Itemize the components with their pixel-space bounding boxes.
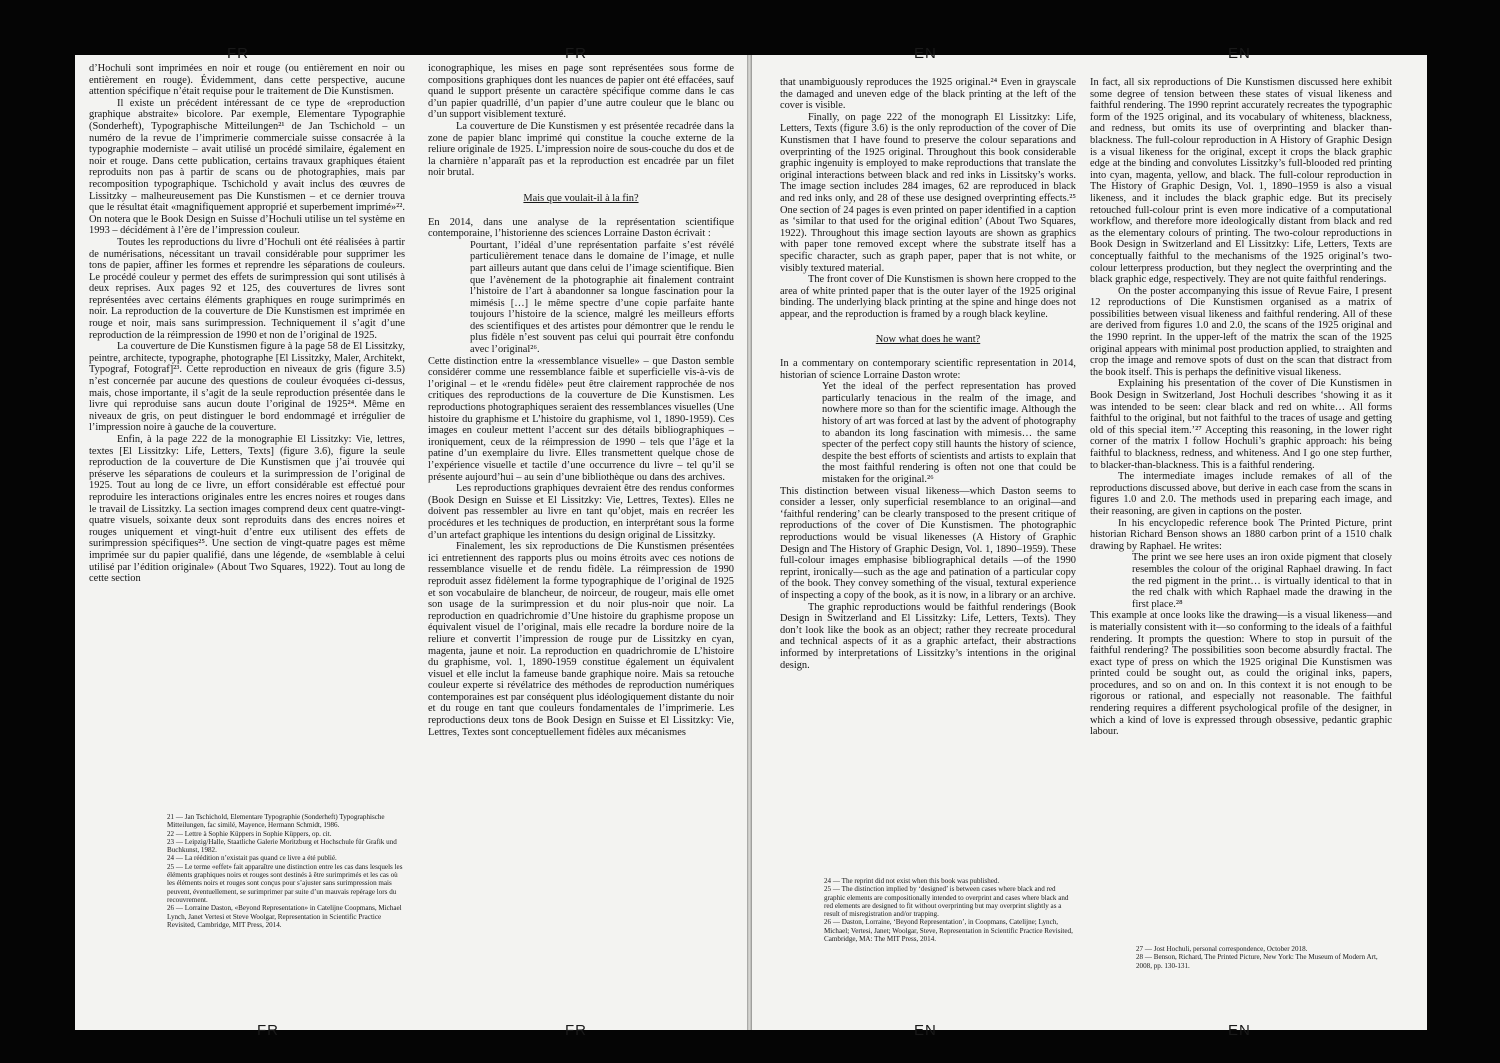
running-head-right-inner: EN <box>914 45 937 62</box>
paragraph: This example at once looks like the drawing—is a visual likeness—and is materially consistent with it—so conforming to the ideals of a faithful rendering. It prompts the question: Where to stop in pursuit of the faithful rendering? The possibilities soon become absurdly fractal. The exact type of press on which the 1925 original Die Kunstismen was printed could be sought out, as could the original inks, papers, procedures, and so on and on. In this context it is not enough to be rigorous or rational, and especially not reasonable. The faithful rendering requires a different psychological profile of the designer, in which a kind of love is expressed through obsessive, pedantic graphic labour. <box>1090 610 1392 738</box>
left-column-2 <box>428 63 734 738</box>
footnote: 25 — Le terme «effet» fait apparaître une distinction entre les cas dans lesquels les éléments graphiques noirs et rouges sont destinés à être surimprimés et les cas où les éléments noirs et rouges sont conçus pour s’ajuster sans surimpression mais peuvent, éventuellement, se surimprimer par suite d’un mauvais repérage lors du recouvrement. <box>167 862 403 904</box>
running-head-left-inner: FR <box>565 45 587 62</box>
block-quote: Yet the ideal of the perfect representation has proved particularly tenacious in the realm of the image, and nowhere more so than for the scientific image. Although the history of art was forced at last by the advent of photography to abandon its long fascination with mimesis… the same specter of the perfect copy still haunts the history of science, despite the best efforts of scientists and artists to explain that the most faithful rendering is often not one that could be mistaken for the original.²⁶ <box>822 381 1076 485</box>
paragraph: This distinction between visual likeness—which Daston seems to consider a lesser, only superficial resemblance to an original—and ‘faithful rendering’ can be clearly transposed to the present critique of reproductions of the cover of Die Kunstismen. The photographic reproductions would be visual likenesses (A History of Graphic Design and The History of Graphic Design, Vol. 1, 1890–1959). These full-colour images emphasise bibliographical details —of the 1990 reprint, ironically—such as the age and patination of a particular copy of the book. They convey something of the visual, textural experience of inspecting a copy of the book, as it is now, in a library or an archive. <box>780 485 1076 601</box>
block-quote: The print we see here uses an iron oxide pigment that closely resembles the colour of the original Raphael drawing. In fact the red pigment in the print… is virtually identical to that in the red chalk with which Raphael made the drawing in the first place.²⁸ <box>1132 552 1392 610</box>
left-column-1 <box>89 63 405 585</box>
left-page <box>75 45 747 1039</box>
paragraph: La couverture de Die Kunstismen y est présentée recadrée dans la zone de papier blanc imprimé qui constitue la couche externe de la reliure originale de 1925. L’impression noire de sous-couche du dos et de la charnière n’apparaît pas et la reproduction est encadrée par un filet noir brutal. <box>428 120 734 179</box>
paragraph: Il existe un précédent intéressant de ce type de «reproduction graphique abstraite» bicolore. Par exemple, Elementare Typographie (Sonderheft), Typographische Mitteilungen²¹ de Jan Tschichold – un numéro de la revue de l’imprimerie commerciale suisse consacrée à la typographie moderniste – avait utilisé un procédé similaire, également en noir et rouge. Dans cette publication, certains travaux graphiques étaient reproduits non pas à partir de scans ou de photographies, mais par recomposition typographique. Tschichold y avait inclus des œuvres de Lissitzky – malheureusement pas Die Kunstismen – et ce dernier trouva que le résultat était «magnifiquement approprié et superbement imprimé»²². On notera que le Book Design en Suisse d’Hochuli utilise un tel système en 1993 – décidément à l’ère de l’impression couleur. <box>89 97 405 237</box>
running-foot-right-outer: EN <box>1228 1022 1251 1039</box>
footnote: 24 — The reprint did not exist when this book was published. <box>824 877 1000 885</box>
running-foot-left-inner: FR <box>565 1022 587 1039</box>
block-quote: Pourtant, l’idéal d’une représentation parfaite s’est révélé particulièrement tenace dans le domaine de l’image, et nulle part ailleurs autant que dans celui de l’image scientifique. Bien que l’avènement de la photographie ait finalement contraint l’histoire de l’art à abandonner sa longue fascination pour la mimésis […] le même spectre d’une copie parfaite hante toujours l’histoire de la science, malgré les meilleurs efforts des scientifiques et des artistes pour démontrer que le rendu le plus fidèle n’est souvent pas celui qui pourrait être confondu avec l’original²⁶. <box>470 239 734 356</box>
right-footnotes-2 <box>1136 945 1392 970</box>
section-heading: Mais que voulait-il à la fin? <box>523 192 639 204</box>
paragraph: In fact, all six reproductions of Die Kunstismen discussed here exhibit some degree of tension between these states of visual likeness and faithful rendering. The 1990 reprint accurately recreates the typographic form of the 1925 original, and its vocabulary of whiteness, blackness, and redness, but omits its use of overprinting and blacker than-blackness. The full-colour reproduction in A History of Graphic Design is a visual likeness for the original, except it crops the black graphic edge at the binding and convolutes Lissitzky’s full-blooded red printing into cyan, magenta, yellow, and black. The full-colour reproduction in The History of Graphic Design, Vol. 1, 1890–1959 is also a visual likeness, and it includes the black graphic edge. But its precisely retouched full-colour print is even more indicative of a computational workflow, and therefore more ideologically distant from black and red as the elementary colours of printing. The two-colour reproductions in Book Design in Switzerland and El Lissitzky: Life, Letters, Texts are conceptually faithful to the mechanisms of the 1925 original’s two-colour letterpress production, but they neglect the overprinting and the black graphic edge, respectively. They are not quite faithful renderings. <box>1090 77 1392 286</box>
footnote: 24 — La réédition n’existait pas quand ce livre a été publié. <box>167 854 337 863</box>
right-column-2 <box>1090 77 1392 738</box>
footnote: 26 — Daston, Lorraine, ‘Beyond Representation’, in Coopmans, Catelijne; Lynch, Michael; Vertesi, Janet; Woolgar, Steve, Representation in Scientific Practice Revisited, Cambridge, MA: The MIT Press, 2014. <box>824 918 1073 944</box>
running-head-right-outer: EN <box>1228 45 1251 62</box>
running-foot-left-outer: FR <box>257 1022 279 1039</box>
footnote: 23 — Leipzig/Halle, Staatliche Galerie Moritzburg et Hochschule für Grafik und Buchkunst, 1982. <box>167 837 397 855</box>
paragraph: Cette distinction entre la «ressemblance visuelle» – que Daston semble considérer comme une ressemblance faible et superficielle vis-à-vis de l’original – et le «rendu fidèle» peut être clairement rapprochée de nos critiques des reproductions de la couverture de Die Kunstismen. Les reproductions photographiques seraient des ressemblances visuelles (Une histoire du graphisme et L’histoire du graphisme, vol 1, 1890-1959). Ces images en couleur mettent l’accent sur des détails bibliographiques – ironiquement, ceux de la réimpression de 1990 – tels que l’âge et la patine d’un exemplaire du livre. Elles transmettent quelque chose de l’expérience visuelle et tactile d’une occurrence du livre – tel qu’il se présente aujourd’hui – au sein d’une bibliothèque ou dans des archives. <box>428 355 734 483</box>
footnote: 26 — Lorraine Daston, «Beyond Representation» in Catelijne Coopmans, Michael Lynch, Janet Vertesi et Steve Woolgar, Representation in Scientific Practice Revisited, Cambridge, MIT Press, 2014. <box>167 904 402 929</box>
running-foot-right-inner: EN <box>914 1022 937 1039</box>
paragraph: The front cover of Die Kunstismen is shown here cropped to the area of white printed paper that is the outer layer of the 1925 original binding. The underlying black printing at the spine and hinge does not appear, and the reproduction is framed by a rough black keyline. <box>780 274 1076 320</box>
paragraph: The graphic reproductions would be faithful renderings (Book Design in Switzerland and El Lissitzky: Life, Letters, Texts). They don’t look like the book as an object; rather they recreate procedural and technical aspects of it as a graphic artefact, their abstractions informed by interpretations of Lissitzky’s intentions in the original design. <box>780 601 1076 671</box>
paragraph: iconographique, les mises en page sont représentées sous forme de compositions graphiques dont les nuances de papier ont été effacées, sauf quand le support présente un caractère spécifique comme dans le cas d’un papier quadrillé, d’un papier d’une autre couleur que le blanc ou d’un support visiblement texturé. <box>428 63 734 121</box>
paragraph: On the poster accompanying this issue of Revue Faire, I present 12 reproductions of Die Kunstismen organised as a matrix of possibilities between visual likeness and faithful rendering. All of these are derived from figures 1.0 and 2.0, the scans of the 1925 original and the 1990 reprint. In the upper-left of the matrix the scan of the 1925 original appears with minimal post production applied, to straighten and crop the image and remove spots of dust on the scan that distract from the book itself. This is perhaps the definitive visual likeness. <box>1090 285 1392 378</box>
paragraph: En 2014, dans une analyse de la représentation scientifique contemporaine, l’historienne des sciences Lorraine Daston écrivait : <box>428 216 734 240</box>
paragraph: Finalement, les six reproductions de Die Kunstismen présentées ici entretiennent des rapports plus ou moins étroits avec ces notions de ressemblance visuelle et de rendu fidèle. La réimpression de 1990 reproduit assez fidèlement la forme typographique de l’original de 1925 et son vocabulaire de blancheur, de noirceur, de rougeur, mais elle omet son usage de la surimpression et du noir plus-noir que noir. La reproduction en quadrichromie d’Une histoire du graphisme propose un équivalent visuel de l’original, mais elle recadre la bordure noire de la reliure et convertit l’impression de rouge pur de Lissitzky en cyan, magenta, jaune et noir. La reproduction en quadrichromie de L’histoire du graphisme, vol. 1, 1890-1959 constitue également un équivalent visuel et elle inclut la fameuse bande graphique noire. Mais sa retouche couleur experte si révélatrice des méthodes de reproduction numériques contemporaines est par conséquent plus idéologiquement distante du noir et du rouge en tant que couleurs fondamentales de l’imprimerie. Les reproductions deux tons de Book Design en Suisse et El Lissitzky: Vie, Lettres, Textes sont conceptuellement fidèles aux mécanismes <box>428 541 734 738</box>
section-heading: Now what does he want? <box>875 334 981 346</box>
paragraph: In a commentary on contemporary scientific representation in 2014, historian of science Lorraine Daston wrote: <box>780 358 1076 381</box>
paragraph: The intermediate images include remakes of all of the reproductions discussed above, but derive in each case from the scans in figures 1.0 and 2.0. The methods used in preparing each image, and their reasoning, are given in captions on the poster. <box>1090 471 1392 517</box>
footnote: 25 — The distinction implied by ‘designed’ is between cases where black and red graphic elements are compositionally intended to overprint and cases where black and red elements are designed to fit without overprinting but may overprint slightly as a result of misregistration and/or trapping. <box>824 885 1069 919</box>
footnote: 27 — Jost Hochuli, personal correspondence, October 2018. <box>1136 945 1308 953</box>
right-footnotes-1 <box>824 877 1076 943</box>
running-head-left-outer: FR <box>227 45 249 62</box>
paragraph: Enfin, à la page 222 de la monographie El Lissitzky: Vie, lettres, textes [El Lissitzky: Life, Letters, Texts] (figure 3.6), figure la seule reproduction de la couverture de Die Kunstismen que j’ai trouvée qui préserve les séparations de couleurs et la surimpression de l’original de 1925. Tout au long de ce livre, un effort considérable est effectué pour reproduire les interactions originales entre les encres noires et rouges dans le travail de Lissitzky. La section images comprend deux cent quatre-vingt-quatre visuels, soixante deux sont reproduits dans des encres noires et rouges uniquement et vingt-huit d’entre eux utilisent des effets de surimpression spécifiques²⁵. Une section de vingt-quatre pages est même imprimée sur du papier qualifié, dans une légende, de «semblable à celui utilisé par l’édition originale» (About Two Squares, 1922). Tout au long de cette section <box>89 434 405 585</box>
left-footnotes <box>167 813 405 929</box>
right-page <box>752 45 1427 1039</box>
paragraph: Explaining his presentation of the cover of Die Kunstismen in Book Design in Switzerland, Jost Hochuli describes ‘showing it as it was intended to be seen: clear black and red on white… All forms faithful to the original, but not faithful to the traces of usage and getting old of this special item.’²⁷ Accepting this reasoning, in the lower right corner of the matrix I follow Hochuli’s graphic approach: his being faithful to blackness, redness, and whiteness. And I go one step further, to blacker-than-blackness. This is a faithful rendering. <box>1090 378 1392 471</box>
footnote: 22 — Lettre à Sophie Küppers in Sophie Küppers, op. cit. <box>167 829 332 838</box>
paragraph: La couverture de Die Kunstismen figure à la page 58 de El Lissitzky, peintre, architecte, typographe, photographe [El Lissitzky, Maler, Architekt, Typograf, Fotograf]²³. Cette reproduction en niveaux de gris (figure 3.5) n’est concernée par aucune des questions de couleur évoquées ci-dessus, mais, chose importante, il s’agit de la seule reproduction présentée dans le livre qui reproduise sans aucun doute l’original de 1925²⁴. Même en niveaux de gris, on peut distinguer le bord endommagé et irrégulier de l’impression noire à gauche de la couverture. <box>89 341 405 434</box>
footnote: 21 — Jan Tschichold, Elementare Typographie (Sonderheft) Typographische Mitteilungen, fac similé, Mayence, Hermann Schmidt, 1986. <box>167 813 385 830</box>
paragraph: Finally, on page 222 of the monograph El Lissitzky: Life, Letters, Texts (figure 3.6) is the only reproduction of the cover of Die Kunstismen that I have found to preserve the colour separations and overprinting of the 1925 original. Throughout this book considerable graphic ingenuity is employed to make reproductions that translate the original interactions between black and red inks in Lissitsky’s works. The image section includes 284 images, 62 are reproduced in black and red inks only, and 28 of these use designed overprinting effects.²⁵ One section of 24 pages is even printed on paper identified in a caption as ‘similar to that used for the original edition’ (About Two Squares, 1922). Throughout this image section layouts are shown as graphics with paper tone removed except where the substrate itself has a specific character, such as graph paper, paper that is not white, or visibly textured material. <box>780 111 1076 274</box>
footnote: 28 — Benson, Richard, The Printed Picture, New York: The Museum of Modern Art, 2008, pp. 130-131. <box>1136 953 1378 970</box>
paragraph: Toutes les reproductions du livre d’Hochuli ont été réalisées à partir de numérisations, nécessitant un travail considérable pour supprimer les tons de papier, affiner les formes et reprendre les séparations de couleurs. Le procédé couleur y permet des effets de surimpression qui sont utilisés à deux reprises. Aux pages 92 et 125, des couvertures de livres sont représentées avec certains éléments graphiques en rouge surimprimés en noir. La reproduction de la couverture de Die Kunstismen est imprimée en rouge et noir, mais sans surimpression. Techniquement il s’agit d’une reproduction de la réimpression de 1990 et non de l’original de 1925. <box>89 236 405 341</box>
right-column-1 <box>780 77 1076 671</box>
paragraph: In his encyclopedic reference book The Printed Picture, print historian Richard Benson shows an 1880 carbon print of a 1510 chalk drawing by Raphael. He writes: <box>1090 517 1392 552</box>
paragraph: that unambiguously reproduces the 1925 original.²⁴ Even in grayscale the damaged and uneven edge of the black printing at the left of the cover is visible. <box>780 77 1076 112</box>
paragraph: Les reproductions graphiques devraient être des rendus conformes (Book Design en Suisse et El Lissitzky: Vie, Lettres, Textes). Elles ne doivent pas ressembler au livre en tant qu’objet, mais en recréer les procédures et les techniques de production, en interprétant sous la forme d’un artefact graphique les intentions du design original de Lissitzky. <box>428 483 734 541</box>
paragraph: d’Hochuli sont imprimées en noir et rouge (ou entièrement en noir ou entièrement en rouge). Évidemment, dans cette perspective, aucune attention spécifique n’était requise pour le traitement de Die Kunstismen. <box>89 63 405 98</box>
